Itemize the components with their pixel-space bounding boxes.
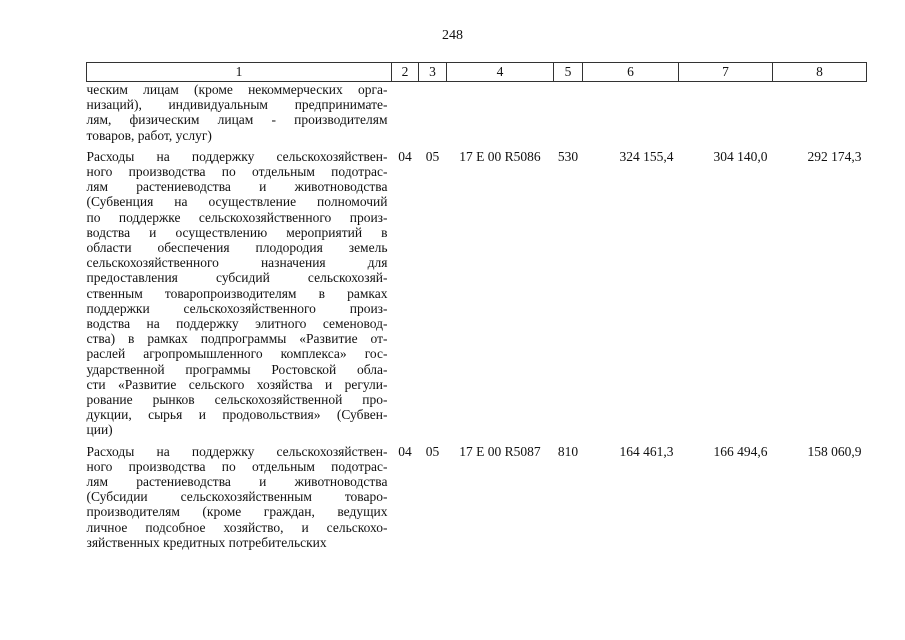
description-line: по поддержке сельскохозяйственного произ- <box>86 209 388 225</box>
row-description <box>87 82 392 143</box>
description-line: предоставления субсидий сельскохозяй- <box>86 270 388 286</box>
description-line: личное подсобное хозяйство, и сельскохо- <box>86 519 388 535</box>
col-header-2: 2 <box>392 63 419 82</box>
target-article-code: 17 Е 00 R5087 <box>459 443 541 459</box>
description-line: ного производства по отдельным подотрас- <box>86 164 388 180</box>
col-header-4: 4 <box>447 63 554 82</box>
subsection-code: 05 <box>425 443 440 459</box>
expense-type-code: 810 <box>557 443 579 459</box>
description-line: поддержки сельскохозяйственного произ- <box>86 300 388 316</box>
description-line: дукции, сырья и продовольствия» (Субвен- <box>86 407 388 423</box>
section-code: 04 <box>398 148 412 164</box>
description-line: производителям (кроме граждан, ведущих <box>86 504 388 520</box>
subsection-code <box>419 82 447 143</box>
section-code: 04 <box>398 443 412 459</box>
description-line: ческим лицам (кроме некоммерческих орга- <box>86 82 388 97</box>
col-header-1: 1 <box>87 63 392 82</box>
table-row <box>87 82 867 143</box>
col-header-3: 3 <box>419 63 447 82</box>
description-line: (Субвенция на осуществление полномочий <box>86 194 388 210</box>
description-line: раслей агропромышленного комплекса» гос- <box>86 346 388 362</box>
description-line: рование рынков сельскохозяйственной про- <box>86 392 388 408</box>
amount-year-2: 166 494,6 <box>713 443 768 459</box>
description-line: ства) в рамках подпрограммы «Развитие от- <box>86 331 388 347</box>
target-article-code <box>447 82 554 143</box>
row-description <box>87 444 392 550</box>
col-header-7: 7 <box>679 63 773 82</box>
description-line: товаров, работ, услуг) <box>86 127 212 143</box>
table-row <box>87 149 867 438</box>
row-description <box>87 149 392 438</box>
amount-year-3: 292 174,3 <box>807 148 862 164</box>
description-line: лям, физическим лицам - производителям <box>86 112 388 128</box>
amount-year-2: 304 140,0 <box>713 148 768 164</box>
page-number: 248 <box>442 28 463 43</box>
col-header-6: 6 <box>583 63 679 82</box>
section-code <box>392 82 419 143</box>
budget-table <box>86 62 867 550</box>
description-line: Расходы на поддержку сельскохозяйствен- <box>86 443 388 459</box>
description-line: области обеспечения плодородия земель <box>86 240 388 256</box>
target-article-code: 17 Е 00 R5086 <box>459 148 541 164</box>
description-line: сти «Развитие сельского хозяйства и регули- <box>86 376 388 392</box>
description-line: водства и осуществлению мероприятий в <box>86 224 388 240</box>
description-line: зяйственных кредитных потребительских <box>86 534 327 550</box>
table-row <box>87 444 867 550</box>
description-line: ного производства по отдельным подотрас- <box>86 458 388 474</box>
col-header-5: 5 <box>554 63 583 82</box>
description-line: сельскохозяйственного назначения для <box>86 255 388 271</box>
description-line: лям растениеводства и животноводства <box>86 474 388 490</box>
amount-year-3 <box>773 82 867 143</box>
description-line: ции) <box>86 422 113 438</box>
description-line: лям растениеводства и животноводства <box>86 179 388 195</box>
amount-year-1: 164 461,3 <box>619 443 674 459</box>
expense-type-code: 530 <box>557 148 579 164</box>
expense-type-code <box>554 82 583 143</box>
subsection-code: 05 <box>425 148 440 164</box>
amount-year-3: 158 060,9 <box>807 443 862 459</box>
col-header-8: 8 <box>773 63 867 82</box>
description-line: водства на поддержку элитного семеновод- <box>86 316 388 332</box>
header-row <box>87 63 867 82</box>
amount-year-1 <box>583 82 679 143</box>
description-line: ственным товаропроизводителям в рамках <box>86 285 388 301</box>
description-line: низаций), индивидуальным предпринимате- <box>86 97 388 113</box>
description-line: (Субсидии сельскохозяйственным товаро- <box>86 489 388 505</box>
amount-year-2 <box>679 82 773 143</box>
description-line: Расходы на поддержку сельскохозяйствен- <box>86 148 388 164</box>
description-line: ударственной программы Ростовской обла- <box>86 361 388 377</box>
amount-year-1: 324 155,4 <box>619 148 674 164</box>
